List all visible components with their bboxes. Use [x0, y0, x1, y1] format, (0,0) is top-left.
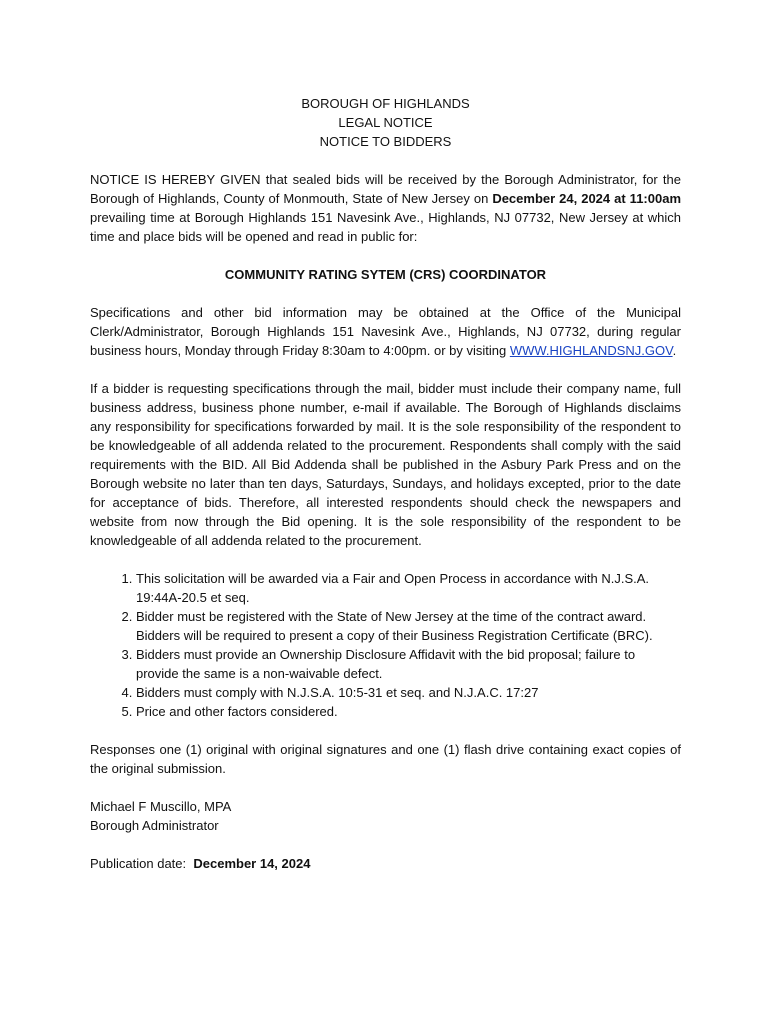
publication-date-row: [90, 854, 681, 873]
borough-name: BOROUGH OF HIGHLANDS: [301, 96, 470, 111]
publication-date-label: Publication date:: [90, 856, 187, 871]
responses-paragraph: Responses one (1) original with original signatures and one (1) flash drive containing exact copies of the original submission.: [90, 742, 681, 776]
borough-website-link[interactable]: WWW.HIGHLANDSNJ.GOV: [509, 343, 673, 358]
legal-notice-document: [90, 94, 681, 873]
list-item: 5. Price and other factors considered.: [136, 702, 681, 721]
notice-header: [90, 94, 681, 151]
project-title: COMMUNITY RATING SYTEM (CRS) COORDINATOR: [224, 267, 547, 282]
signature-block: [90, 797, 681, 835]
list-item: 3. Bidders must provide an Ownership Disclosure Affidavit with the bid proposal; failure to provide the same is a non-waivable defect.: [136, 645, 681, 683]
bid-conditions-list: [90, 569, 681, 721]
notice-text-part1: NOTICE IS HEREBY GIVEN that sealed bids will be received by the Borough Administrator, for the Borough of Highlands, County of Monmouth, State of New Jersey on: [90, 172, 681, 206]
specifications-paragraph: [90, 303, 681, 360]
notice-text-part2: prevailing time at Borough Highlands 151 Navesink Ave., Highlands, NJ 07732, New Jersey at which time and place bids will be opened and read in public for:: [90, 210, 681, 244]
specifications-end: .: [672, 343, 677, 358]
bid-deadline: December 24, 2024 at 11:00am: [492, 191, 682, 206]
list-item: 4. Bidders must comply with N.J.S.A. 10:5-31 et seq. and N.J.A.C. 17:27: [136, 683, 681, 702]
mail-requests-paragraph: If a bidder is requesting specifications through the mail, bidder must include their company name, full business address, business phone number, e-mail if available. The Borough of Highlands disclaims any responsibility for specifications forwarded by mail. It is the sole responsibility of the respondent to be knowledgeable of all addenda related to the procurement. Respondents shall comply with the said requirements with the BID. All Bid Addenda shall be published in the Asbury Park Press and on the Borough website no later than ten days, Saturdays, Sundays, and holidays excepted, prior to the date for acceptance of bids. Therefore, all interested respondents should check the newspapers and website from now through the Bid opening. It is the sole responsibility of the respondent to be knowledgeable of all addenda related to the procurement.: [90, 381, 681, 548]
publication-date: December 14, 2024: [193, 856, 311, 871]
legal-notice-label: LEGAL NOTICE: [338, 115, 433, 130]
signatory-name: Michael F Muscillo, MPA: [90, 799, 232, 814]
signatory-title: Borough Administrator: [90, 818, 219, 833]
notice-to-bidders-title: NOTICE TO BIDDERS: [319, 134, 452, 149]
list-item: 1. This solicitation will be awarded via a Fair and Open Process in accordance with N.J.S.A. 19:44A-20.5 et seq.: [136, 569, 681, 607]
notice-paragraph: [90, 170, 681, 246]
specifications-text: Specifications and other bid information may be obtained at the Office of the Municipal Clerk/Administrator, Borough Highlands 151 Navesink Ave., Highlands, NJ 07732, during regular business hours, Monday through Friday 8:30am to 4:00pm. or by visiting: [90, 305, 681, 358]
list-item: 2. Bidder must be registered with the State of New Jersey at the time of the contract award. Bidders will be required to present a copy of their Business Registration Certificate (BRC).: [136, 607, 681, 645]
